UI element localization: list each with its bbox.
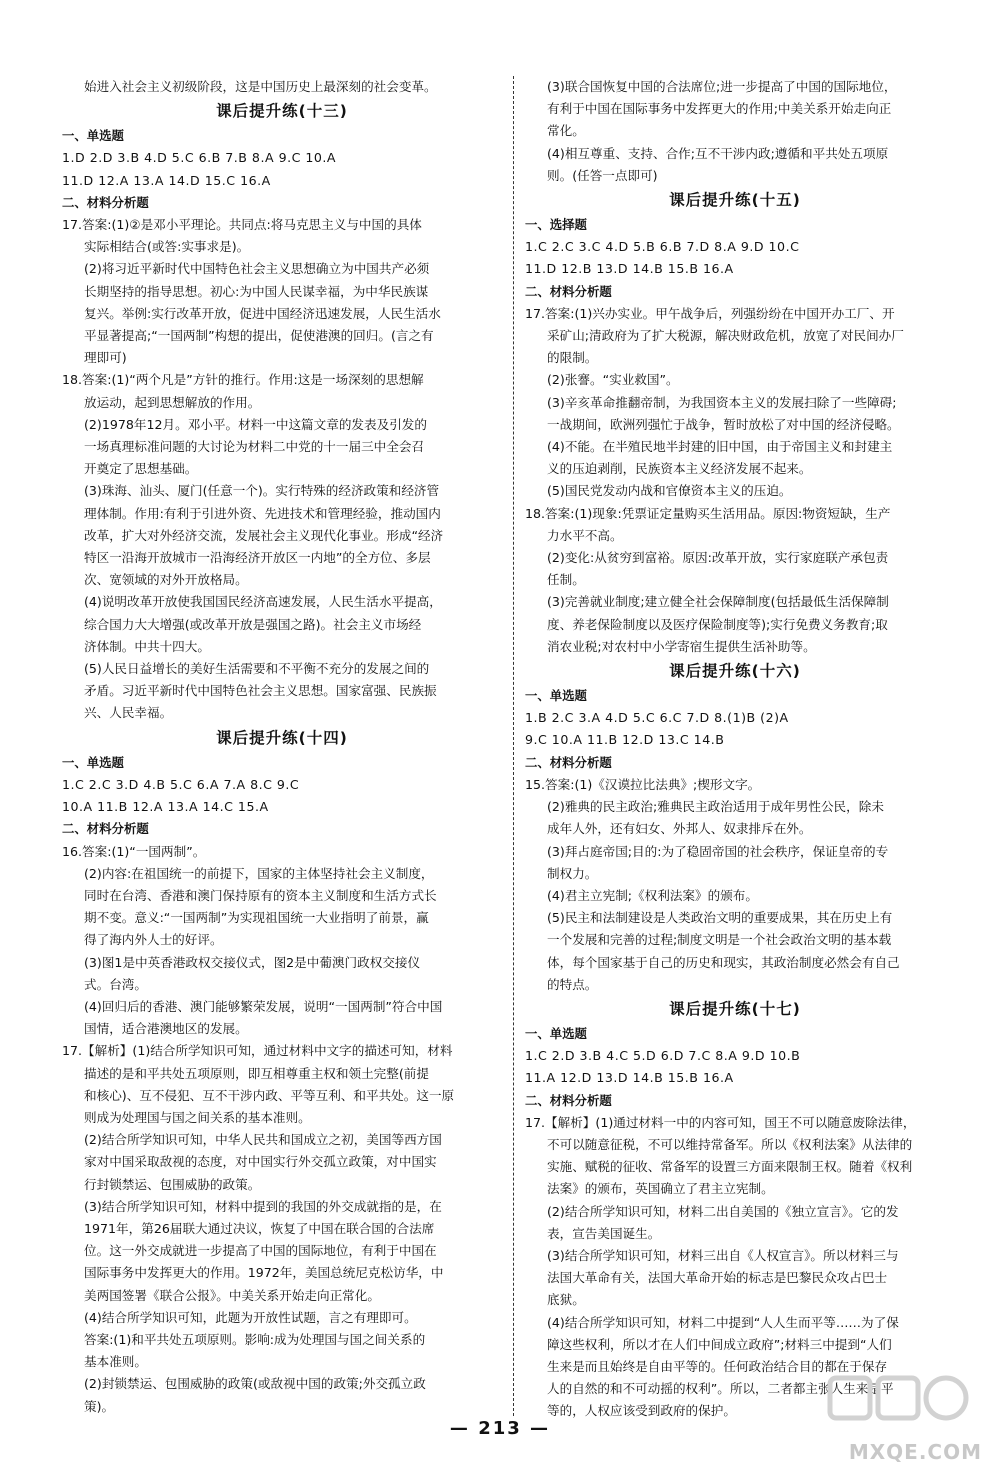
- answer-text-line: 法国大革命有关，法国大革命开始的标志是巴黎民众攻占巴士: [547, 1270, 888, 1286]
- choice-answers-row: 1.C 2.C 3.C 4.D 5.B 6.B 7.D 8.A 9.D 10.C: [525, 239, 800, 255]
- subsection-heading: 一、单选题: [62, 754, 124, 770]
- answer-text-line: 表，宣告美国诞生。: [547, 1225, 661, 1241]
- answer-text-line: 障这些权利，所以才在人们中间成立政府”;材料三中提到“人们: [547, 1336, 892, 1352]
- answer-text-line: 矛盾。习近平新时代中国特色社会主义思想。国家富强、民族振: [84, 683, 437, 699]
- subsection-heading: 一、选择题: [525, 217, 587, 233]
- answer-text-line: 度、养老保险制度以及医疗保险制度等);实行免费义务教育;取: [547, 616, 888, 632]
- answer-text-line: (4)相互尊重、支持、合作;互不干涉内政;遵循和平共处五项原: [547, 145, 889, 161]
- answer-text-line: 得了海内外人士的好评。: [84, 932, 223, 948]
- answer-text-line: 综合国力大大增强(或改革开放是强国之路)。社会主义市场经: [84, 616, 422, 632]
- answer-text-line: (3)联合国恢复中国的合法席位;进一步提高了中国的国际地位，: [547, 79, 897, 94]
- answer-text-line: 期不变。意义:“一国两制”为实现祖国统一大业指明了前景，赢: [84, 910, 429, 926]
- choice-answers-row: 9.C 10.A 11.B 12.D 13.C 14.B: [525, 732, 725, 748]
- answer-text-line: 一个发展和完善的过程;制度文明是一个社会政治文明的基本载: [547, 932, 892, 948]
- answer-text-line: 制权力。: [547, 865, 598, 881]
- answer-text-line: (5)人民日益增长的美好生活需要和不平衡不充分的发展之间的: [84, 661, 430, 677]
- answer-text-line: (2)内容:在祖国统一的前提下，国家的主体坚持社会主义制度，: [84, 865, 434, 881]
- answer-text-line: (3)完善就业制度;建立健全社会保障制度(包括最低生活保障制: [547, 594, 889, 610]
- answer-text-line: 则。(任答一点即可): [547, 167, 658, 183]
- answer-text-line: 一战期间，欧洲列强忙于战争，暂时放松了对中国的经济侵略。: [547, 416, 900, 432]
- answer-text-line: 的限制。: [547, 350, 598, 366]
- answer-text-line: 15.答案:(1)《汉谟拉比法典》;楔形文字。: [525, 776, 761, 792]
- answer-text-line: 答案:(1)和平共处五项原则。影响:成为处理国与国之间关系的: [84, 1331, 426, 1347]
- section-title: 课后提升练(十五): [669, 191, 801, 210]
- answer-text-line: (2)雅典的民主政治;雅典民主政治适用于成年男性公民，除未: [547, 799, 884, 815]
- answer-text-line: 兴、人民幸福。: [84, 705, 173, 721]
- section-title: 课后提升练(十四): [216, 728, 348, 747]
- subsection-heading: 一、单选题: [525, 688, 587, 704]
- answer-text-line: 力水平不高。: [547, 527, 623, 543]
- answer-text-line: 常化。: [547, 123, 585, 139]
- answer-text-line: 描述的是和平共处五项原则，即互相尊重主权和领土完整(前提: [84, 1065, 429, 1081]
- answer-text-line: 的特点。: [547, 976, 598, 992]
- answer-text-line: 国情，适合港澳地区的发展。: [84, 1021, 248, 1037]
- answer-text-line: 则成为处理国与国之间关系的基本准则。: [84, 1109, 311, 1125]
- answer-text-line: 同时在台湾、香港和澳门保持原有的资本主义制度和生活方式长: [84, 887, 437, 903]
- answer-text-line: (4)结合所学知识可知，材料二中提到“人人生而平等……为了保: [547, 1314, 899, 1330]
- section-title: 课后提升练(十七): [669, 999, 801, 1018]
- answer-text-line: 复兴。举例:实行改革开放，促进中国经济迅速发展，人民生活水: [84, 305, 441, 321]
- answer-text-line: 实施、赋税的征收、常备军的设置三方面来限制王权。随着《权利: [547, 1159, 913, 1175]
- answer-text-line: 1971年，第26届联大通过决议，恢复了中国在联合国的合法席: [84, 1220, 435, 1236]
- answer-text-line: 消农业税;对农村中小学寄宿生提供生活补助等。: [547, 638, 816, 654]
- answer-text-line: (4)君主立宪制;《权利法案》的颁布。: [547, 887, 758, 903]
- answer-text-line: (2)变化:从贫穷到富裕。原因:改革开放，实行家庭联产承包责: [547, 550, 889, 566]
- choice-answers-row: 1.B 2.C 3.A 4.D 5.C 6.C 7.D 8.(1)B (2)A: [525, 710, 789, 726]
- page-number: — 213 —: [449, 1418, 551, 1439]
- answer-text-line: 改革，扩大对外经济交流，发展社会主义现代化事业。形成“经济: [84, 527, 444, 543]
- answer-text-line: (4)回归后的香港、澳门能够繁荣发展，说明“一国两制”符合中国: [84, 998, 443, 1014]
- answer-text-line: 17.答案:(1)兴办实业。甲午战争后，列强纷纷在中国开办工厂、开: [525, 305, 895, 321]
- choice-answers-row: 10.A 11.B 12.A 13.A 14.C 15.A: [62, 799, 269, 815]
- answer-text-line: 体，每个国家基于自己的历史和现实，其政治制度必然会有自己: [547, 954, 900, 970]
- answer-text-line: 特区一沿海开放城市一沿海经济开放区一内地”的全方位、多层: [84, 550, 431, 566]
- answer-text-line: (3)珠海、汕头、厦门(任意一个)。实行特殊的经济政策和经济管: [84, 483, 440, 499]
- subsection-heading: 二、材料分析题: [525, 283, 612, 299]
- answer-text-line: (2)将习近平新时代中国特色社会主义思想确立为中国共产必须: [84, 261, 430, 277]
- answer-text-line: (3)结合所学知识可知，材料三出自《人权宣言》。所以材料三与: [547, 1247, 899, 1263]
- left-column: [62, 76, 502, 1418]
- answer-text-line: (5)民主和法制建设是人类政治文明的重要成果，其在历史上有: [547, 910, 893, 926]
- answer-text-line: 长期坚持的指导思想。初心:为中国人民谋幸福，为中华民族谋: [84, 283, 429, 299]
- answer-text-line: 平显著提高;“一国两制”构想的提出，促使港澳的回归。(言之有: [84, 328, 434, 344]
- answer-text-line: (4)结合所学知识可知，此题为开放性试题，言之有理即可。: [84, 1309, 417, 1325]
- answer-text-line: (3)结合所学知识可知，材料中提到的我国的外交成就指的是，在: [84, 1198, 442, 1214]
- subsection-heading: 一、单选题: [62, 128, 124, 144]
- answer-text-line: 式。台湾。: [84, 976, 147, 992]
- answer-text-line: 17.【解析】(1)通过材料一中的内容可知，国王不可以随意废除法律，: [525, 1114, 916, 1130]
- answer-text-line: 生来是而且始终是自由平等的。任何政治结合目的都在于保存: [547, 1358, 888, 1374]
- answer-text-line: 开奠定了思想基础。: [84, 461, 198, 477]
- choice-answers-row: 1.D 2.D 3.B 4.D 5.C 6.B 7.B 8.A 9.C 10.A: [62, 150, 337, 166]
- answer-text-line: 基本准则。: [84, 1354, 147, 1370]
- right-column: [525, 76, 945, 1423]
- watermark-text: MXQE.COM: [848, 1440, 982, 1464]
- answer-text-line: 法案》的颁布，英国确立了君主立宪制。: [547, 1181, 774, 1197]
- answer-text-line: 18.答案:(1)现象:凭票证定量购买生活用品。原因:物资短缺，生产: [525, 505, 891, 521]
- answer-text-line: (5)国民党发动内战和官僚资本主义的压迫。: [547, 483, 792, 499]
- subsection-heading: 一、单选题: [525, 1025, 587, 1041]
- answer-text-line: 18.答案:(1)“两个凡是”方针的推行。作用:这是一场深刻的思想解: [62, 372, 424, 388]
- subsection-heading: 二、材料分析题: [62, 821, 149, 837]
- answer-text-line: 位。这一外交成就进一步提高了中国的国际地位，有利于中国在: [84, 1243, 437, 1259]
- subsection-heading: 二、材料分析题: [62, 194, 149, 210]
- answer-text-line: 济体制。中共十四大。: [84, 638, 210, 654]
- answer-text-line: (2)封锁禁运、包围威胁的政策(或敌视中国的政策;外交孤立政: [84, 1376, 426, 1392]
- answer-text-line: (4)说明改革开放使我国国民经济高速发展，人民生活水平提高，: [84, 594, 442, 610]
- choice-answers-row: 11.A 12.D 13.D 14.B 15.B 16.A: [525, 1070, 734, 1086]
- answer-text-line: 底狱。: [547, 1292, 585, 1308]
- answer-text-line: (3)拜占庭帝国;目的:为了稳固帝国的社会秩序，保证皇帝的专: [547, 843, 889, 859]
- subsection-heading: 二、材料分析题: [525, 754, 612, 770]
- choice-answers-row: 1.C 2.D 3.B 4.C 5.D 6.D 7.C 8.A 9.D 10.B: [525, 1048, 801, 1064]
- answer-text-line: 美两国签署《联合公报》。中美关系开始走向正常化。: [84, 1287, 380, 1303]
- answer-text-line: 家对中国采取敌视的态度，对中国实行外交孤立政策，对中国实: [84, 1154, 437, 1170]
- answer-text-line: 和核心)、互不侵犯、互不干涉内政、平等互利、和平共处。这一原: [84, 1087, 455, 1103]
- answer-text-line: 16.答案:(1)“一国两制”。: [62, 843, 206, 859]
- answer-text-line: 始进入社会主义初级阶段，这是中国历史上最深刻的社会变革。: [84, 79, 437, 94]
- answer-text-line: 国际事务中发挥更大的作用。1972年，美国总统尼克松访华，中: [84, 1265, 444, 1281]
- answer-text-line: 理体制。作用:有利于引进外资、先进技术和管理经验，推动国内: [84, 505, 441, 521]
- choice-answers-row: 11.D 12.A 13.A 14.D 15.C 16.A: [62, 172, 271, 188]
- section-title: 课后提升练(十三): [216, 102, 348, 121]
- answer-text-line: (2)结合所学知识可知，中华人民共和国成立之初，美国等西方国: [84, 1132, 442, 1148]
- answer-text-line: 策)。: [84, 1398, 115, 1414]
- answer-text-line: 义的压迫剥削，民族资本主义经济发展不起来。: [547, 461, 812, 477]
- choice-answers-row: 11.D 12.B 13.D 14.B 15.B 16.A: [525, 261, 734, 277]
- answer-text-line: 任制。: [547, 572, 585, 588]
- choice-answers-row: 1.C 2.C 3.D 4.B 5.C 6.A 7.A 8.C 9.C: [62, 776, 300, 792]
- answer-text-line: 行封锁禁运、包围威胁的政策。: [84, 1176, 261, 1192]
- answer-text-line: 理即可): [84, 350, 127, 366]
- column-divider: [513, 76, 514, 1416]
- subsection-heading: 二、材料分析题: [525, 1092, 612, 1108]
- answer-text-line: 一场真理标准问题的大讨论为材料二中党的十一届三中全会召: [84, 439, 425, 455]
- answer-text-line: 不可以随意征税，不可以维持常备军。所以《权利法案》从法律的: [547, 1136, 913, 1152]
- answer-text-line: 采矿山;清政府为了扩大税源，解决财政危机，放宽了对民间办厂: [547, 328, 904, 344]
- answer-text-line: (3)图1是中英香港政权交接仪式，图2是中葡澳门政权交接仪: [84, 954, 421, 970]
- answer-text-line: 实际相结合(或答:实事求是)。: [84, 239, 250, 255]
- section-title: 课后提升练(十六): [669, 662, 801, 681]
- answer-text-line: (2)结合所学知识可知，材料二出自美国的《独立宣言》。它的发: [547, 1203, 899, 1219]
- answer-text-line: 次、宽领域的对外开放格局。: [84, 572, 248, 588]
- answer-text-line: 放运动，起到思想解放的作用。: [84, 394, 261, 410]
- answer-text-line: (2)1978年12月。邓小平。材料一中这篇文章的发表及引发的: [84, 416, 427, 432]
- answer-text-line: (4)不能。在半殖民地半封建的旧中国，由于帝国主义和封建主: [547, 439, 893, 455]
- answer-text-line: (2)张謇。“实业救国”。: [547, 372, 679, 388]
- answer-text-line: 17.【解析】(1)结合所学知识可知，通过材料中文字的描述可知，材料: [62, 1043, 453, 1059]
- answer-text-line: 有利于中国在国际事务中发挥更大的作用;中美关系开始走向正: [547, 101, 892, 117]
- answer-text-line: (3)辛亥革命推翻帝制，为我国资本主义的发展扫除了一些障碍;: [547, 394, 897, 410]
- answer-text-line: 等的，人权应该受到政府的保护。: [547, 1403, 736, 1419]
- answer-text-line: 成年人外，还有妇女、外邦人、奴隶排斥在外。: [547, 821, 812, 837]
- answer-text-line: 17.答案:(1)②是邓小平理论。共同点:将马克思主义与中国的具体: [62, 217, 422, 233]
- answer-text-line: 人的自然的和不可动摇的权利”。所以，二者都主张人生来是平: [547, 1381, 894, 1397]
